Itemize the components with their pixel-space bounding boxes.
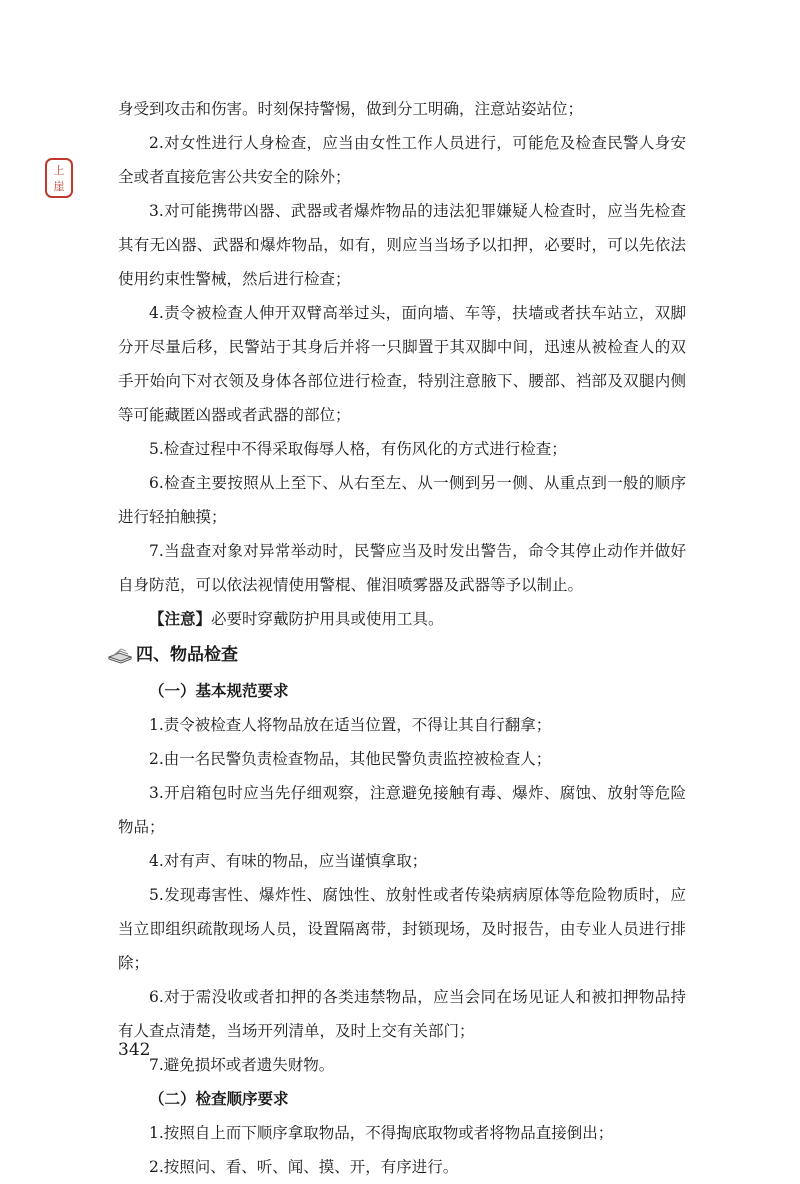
seal-stamp <box>44 157 74 199</box>
paragraph: 4.责令被检查人伸开双臂高举过头，面向墙、车等，扶墙或者扶车站立，双脚分开尽量后移，民警站于其身后并将一只脚置于其双脚中间，迅速从被检查人的双手开始向下对衣领及身体各部位进行检查，特别注意腋下、腰部、裆部及双腿内侧等可能藏匿凶器或者武器的部位； <box>118 304 686 424</box>
paragraph: 2.对女性进行人身检查，应当由女性工作人员进行，可能危及检查民警人身安全或者直接危害公共安全的除外； <box>118 134 686 186</box>
list-item: 2.按照问、看、听、闻、摸、开，有序进行。 <box>149 1158 459 1176</box>
list-item: 1.按照自上而下顺序拿取物品，不得掏底取物或者将物品直接倒出； <box>149 1124 614 1142</box>
list-item: 2.由一名民警负责检查物品，其他民警负责监控被检查人； <box>149 750 552 768</box>
book-icon <box>108 646 132 664</box>
note-label: 【注意】 <box>149 609 212 628</box>
paragraph: 3.对可能携带凶器、武器或者爆炸物品的违法犯罪嫌疑人检查时，应当先检查其有无凶器、武器和爆炸物品，如有，则应当当场予以扣押，必要时，可以先依法使用约束性警械，然后进行检查； <box>118 202 686 288</box>
paragraph: 5.检查过程中不得采取侮辱人格，有伤风化的方式进行检查； <box>149 440 567 458</box>
paragraph: 身受到攻击和伤害。时刻保持警惕，做到分工明确，注意站姿站位； <box>118 100 584 118</box>
note-paragraph <box>118 602 686 636</box>
paragraph: 6.检查主要按照从上至下、从右至左、从一侧到另一侧、从重点到一般的顺序进行轻拍触摸； <box>118 474 686 526</box>
page-number: 342 <box>118 1040 151 1060</box>
svg-text:崖: 崖 <box>53 180 65 193</box>
svg-text:上: 上 <box>53 164 65 177</box>
section-heading <box>108 638 686 672</box>
list-item: 7.避免损坏或者遗失财物。 <box>149 1056 335 1074</box>
page-body <box>118 92 686 1184</box>
list-item: 5.发现毒害性、爆炸性、腐蚀性、放射性或者传染病病原体等危险物质时，应当立即组织疏散现场人员，设置隔离带，封锁现场，及时报告，由专业人员进行排除； <box>118 886 686 972</box>
list-item: 1.责令被检查人将物品放在适当位置，不得让其自行翻拿； <box>149 716 552 734</box>
subsection-heading: （二）检查顺序要求 <box>149 1090 289 1108</box>
list-item: 4.对有声、有味的物品，应当谨慎拿取； <box>149 852 428 870</box>
list-item: 3.开启箱包时应当先仔细观察，注意避免接触有毒、爆炸、腐蚀、放射等危险物品； <box>118 784 686 836</box>
section-title: 四、物品检查 <box>136 645 238 665</box>
note-text: 必要时穿戴防护用具或使用工具。 <box>211 610 444 628</box>
list-item: 6.对于需没收或者扣押的各类违禁物品，应当会同在场见证人和被扣押物品持有人查点清楚，当场开列清单，及时上交有关部门； <box>118 988 686 1040</box>
subsection-heading: （一）基本规范要求 <box>149 682 289 700</box>
paragraph: 7.当盘查对象对异常举动时，民警应当及时发出警告，命令其停止动作并做好自身防范，可以依法视情使用警棍、催泪喷雾器及武器等予以制止。 <box>118 542 686 594</box>
